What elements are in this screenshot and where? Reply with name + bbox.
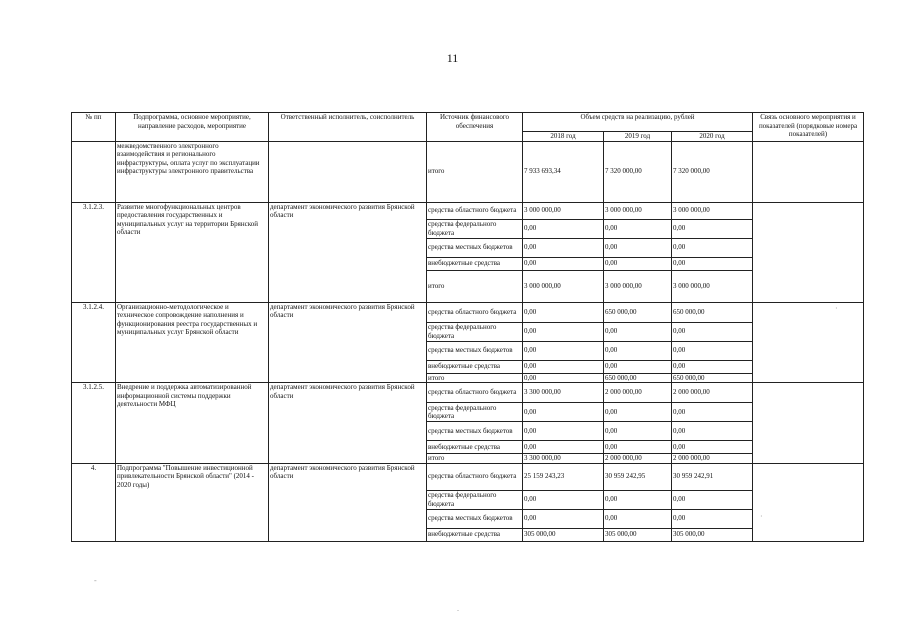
amount-2019: 7 320 000,00 bbox=[604, 141, 672, 202]
amount-2019: 0,00 bbox=[604, 322, 672, 341]
amount-2020: 0,00 bbox=[672, 422, 753, 441]
funding-source: итого bbox=[427, 454, 523, 464]
amount-2019: 305 000,00 bbox=[604, 528, 672, 541]
amount-2018: 0,00 bbox=[523, 373, 604, 383]
amount-2020: 0,00 bbox=[672, 403, 753, 422]
amount-2019: 0,00 bbox=[604, 509, 672, 528]
amount-2018: 0,00 bbox=[523, 257, 604, 270]
amount-2019: 0,00 bbox=[604, 341, 672, 360]
amount-2019: 2 000 000,00 bbox=[604, 383, 672, 403]
scan-dot: - bbox=[94, 576, 97, 585]
row-number: 4. bbox=[72, 463, 116, 541]
amount-2020: 0,00 bbox=[672, 490, 753, 509]
amount-2018: 7 933 693,34 bbox=[523, 141, 604, 202]
funding-source: средства федерального бюджета bbox=[427, 322, 523, 341]
header-col-exec: Ответственный исполнитель, соисполнитель bbox=[269, 113, 427, 142]
amount-2018: 3 000 000,00 bbox=[523, 270, 604, 302]
activity-name: Подпрограмма "Повышение инвестиционной привлекательности Брянской области" (2014 - 2020 годы) bbox=[116, 463, 269, 541]
amount-2019: 0,00 bbox=[604, 360, 672, 373]
amount-2020: 0,00 bbox=[672, 322, 753, 341]
amount-2020: 0,00 bbox=[672, 257, 753, 270]
funding-source: средства местных бюджетов bbox=[427, 238, 523, 257]
amount-2018: 0,00 bbox=[523, 490, 604, 509]
activity-name: межведомственного электронного взаимодействия и регионального инфраструктуры, оплата услуг по эксплуатации инфраструктуры электронного правительства bbox=[116, 141, 269, 202]
amount-2020: 3 000 000,00 bbox=[672, 202, 753, 219]
funding-source: средства местных бюджетов bbox=[427, 509, 523, 528]
amount-2018: 3 000 000,00 bbox=[523, 202, 604, 219]
funding-source: внебюджетные средства bbox=[427, 528, 523, 541]
amount-2018: 25 159 243,23 bbox=[523, 463, 604, 490]
amount-2020: 2 000 000,00 bbox=[672, 454, 753, 464]
amount-2020: 0,00 bbox=[672, 509, 753, 528]
amount-2020: 650 000,00 bbox=[672, 373, 753, 383]
funding-source: средства федерального бюджета bbox=[427, 219, 523, 238]
row-number bbox=[72, 141, 116, 202]
scan-dot: · bbox=[760, 512, 763, 521]
funding-source: итого bbox=[427, 373, 523, 383]
header-col-name: Подпрограмма, основное мероприятие, направление расходов, мероприятие bbox=[116, 113, 269, 142]
header-col-no: № пп bbox=[72, 113, 116, 142]
funding-source: средства областного бюджета bbox=[427, 202, 523, 219]
table-row bbox=[72, 383, 864, 403]
indicator-link bbox=[753, 383, 864, 464]
activity-name: Организационно-методологическое и техническое сопровождение наполнения и функционирования реестра государственных и муниципальных услуг Брянской области bbox=[116, 302, 269, 383]
amount-2018: 0,00 bbox=[523, 422, 604, 441]
amount-2018: 3 300 000,00 bbox=[523, 383, 604, 403]
header-year-2019: 2019 год bbox=[604, 132, 672, 142]
amount-2018: 0,00 bbox=[523, 322, 604, 341]
amount-2019: 0,00 bbox=[604, 403, 672, 422]
amount-2018: 0,00 bbox=[523, 341, 604, 360]
funding-source: средства областного бюджета bbox=[427, 463, 523, 490]
amount-2018: 0,00 bbox=[523, 238, 604, 257]
amount-2019: 0,00 bbox=[604, 257, 672, 270]
amount-2018: 305 000,00 bbox=[523, 528, 604, 541]
amount-2018: 0,00 bbox=[523, 302, 604, 322]
amount-2019: 3 000 000,00 bbox=[604, 202, 672, 219]
funding-source: средства федерального бюджета bbox=[427, 403, 523, 422]
indicator-link bbox=[753, 202, 864, 302]
table-row bbox=[72, 463, 864, 490]
scan-dot: · bbox=[835, 304, 838, 313]
responsible-executor: департамент экономического развития Брянской области bbox=[269, 302, 427, 383]
header-col-source: Источник финансового обеспечения bbox=[427, 113, 523, 142]
amount-2019: 30 959 242,95 bbox=[604, 463, 672, 490]
row-number: 3.1.2.5. bbox=[72, 383, 116, 464]
responsible-executor: департамент экономического развития Брянской области bbox=[269, 202, 427, 302]
amount-2020: 0,00 bbox=[672, 219, 753, 238]
amount-2020: 0,00 bbox=[672, 360, 753, 373]
amount-2020: 2 000 000,00 bbox=[672, 383, 753, 403]
amount-2018: 0,00 bbox=[523, 509, 604, 528]
funding-source: внебюджетные средства bbox=[427, 257, 523, 270]
responsible-executor bbox=[269, 141, 427, 202]
indicator-link bbox=[753, 141, 864, 202]
funding-source: средства федерального бюджета bbox=[427, 490, 523, 509]
amount-2020: 305 000,00 bbox=[672, 528, 753, 541]
funding-source: итого bbox=[427, 270, 523, 302]
indicator-link bbox=[753, 302, 864, 383]
funding-source: средства местных бюджетов bbox=[427, 422, 523, 441]
amount-2020: 30 959 242,91 bbox=[672, 463, 753, 490]
amount-2019: 0,00 bbox=[604, 219, 672, 238]
responsible-executor: департамент экономического развития Брянской области bbox=[269, 463, 427, 541]
amount-2019: 2 000 000,00 bbox=[604, 454, 672, 464]
amount-2020: 0,00 bbox=[672, 441, 753, 454]
amount-2019: 650 000,00 bbox=[604, 302, 672, 322]
amount-2020: 650 000,00 bbox=[672, 302, 753, 322]
header-year-2020: 2020 год bbox=[672, 132, 753, 142]
amount-2020: 3 000 000,00 bbox=[672, 270, 753, 302]
funding-source: средства местных бюджетов bbox=[427, 341, 523, 360]
activity-name: Внедрение и поддержка автоматизированной информационной системы поддержки деятельности МФЦ bbox=[116, 383, 269, 464]
funding-source: средства областного бюджета bbox=[427, 302, 523, 322]
funding-source: итого bbox=[427, 141, 523, 202]
amount-2019: 0,00 bbox=[604, 441, 672, 454]
amount-2019: 0,00 bbox=[604, 422, 672, 441]
funding-source: внебюджетные средства bbox=[427, 360, 523, 373]
header-year-2018: 2018 год bbox=[523, 132, 604, 142]
scan-dot: . bbox=[457, 604, 459, 613]
amount-2018: 3 300 000,00 bbox=[523, 454, 604, 464]
amount-2019: 3 000 000,00 bbox=[604, 270, 672, 302]
amount-2018: 0,00 bbox=[523, 360, 604, 373]
indicator-link bbox=[753, 463, 864, 541]
row-number: 3.1.2.4. bbox=[72, 302, 116, 383]
table-row bbox=[72, 141, 864, 202]
table-body bbox=[72, 141, 864, 541]
responsible-executor: департамент экономического развития Брянской области bbox=[269, 383, 427, 464]
budget-table bbox=[71, 112, 864, 542]
amount-2018: 0,00 bbox=[523, 441, 604, 454]
funding-source: средства областного бюджета bbox=[427, 383, 523, 403]
amount-2020: 0,00 bbox=[672, 238, 753, 257]
amount-2018: 0,00 bbox=[523, 403, 604, 422]
table-row bbox=[72, 202, 864, 219]
amount-2019: 0,00 bbox=[604, 490, 672, 509]
page-number: 11 bbox=[446, 51, 459, 65]
amount-2019: 650 000,00 bbox=[604, 373, 672, 383]
activity-name: Развитие многофункциональных центров предоставления государственных и муниципальных услуг на территории Брянской области bbox=[116, 202, 269, 302]
funding-source: внебюджетные средства bbox=[427, 441, 523, 454]
amount-2018: 0,00 bbox=[523, 219, 604, 238]
header-col-link: Связь основного мероприятия и показателей (порядковые номера показателей) bbox=[753, 113, 864, 142]
table-row bbox=[72, 302, 864, 322]
table-header bbox=[72, 113, 864, 142]
amount-2019: 0,00 bbox=[604, 238, 672, 257]
row-number: 3.1.2.3. bbox=[72, 202, 116, 302]
amount-2020: 7 320 000,00 bbox=[672, 141, 753, 202]
header-col-volume: Объем средств на реализацию, рублей bbox=[523, 113, 753, 132]
amount-2020: 0,00 bbox=[672, 341, 753, 360]
